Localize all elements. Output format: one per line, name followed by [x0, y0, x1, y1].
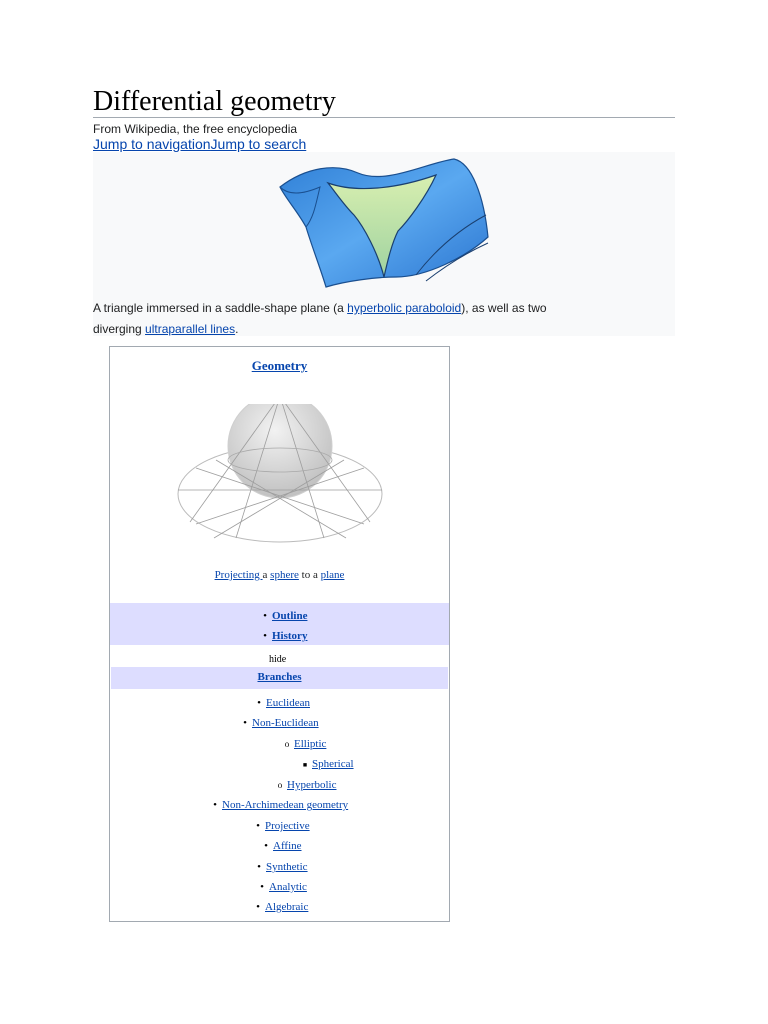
nav-item-history: • History	[263, 630, 308, 642]
branch-link-euclidean[interactable]: Euclidean	[266, 697, 310, 709]
ultraparallel-lines-link[interactable]: ultraparallel lines	[145, 322, 236, 336]
geometry-link[interactable]: Geometry	[251, 358, 308, 373]
square-bullet-icon: ■	[302, 761, 308, 769]
title-divider	[93, 117, 675, 118]
bullet-icon: •	[260, 881, 264, 893]
branch-item	[273, 779, 336, 791]
branch-item	[238, 717, 319, 729]
branch-link-non-euclidean[interactable]: Non-Euclidean	[252, 717, 319, 729]
branch-item	[259, 840, 302, 852]
branch-link-spherical[interactable]: Spherical	[312, 758, 354, 770]
branch-item	[251, 820, 310, 832]
page-title: Differential geometry	[93, 86, 336, 117]
projection-image[interactable]	[176, 404, 384, 544]
plane-link[interactable]: plane	[320, 569, 345, 581]
branch-link-projective[interactable]: Projective	[265, 820, 310, 832]
history-link[interactable]: History	[272, 630, 308, 642]
nav-item-outline: • Outline	[263, 610, 308, 622]
jump-to-search-link[interactable]: Jump to search	[210, 136, 307, 152]
bullet-icon: •	[257, 861, 261, 873]
branch-link-synthetic[interactable]: Synthetic	[266, 861, 308, 873]
infobox-caption: Projecting a sphere to a plane	[214, 569, 345, 581]
bullet-icon: •	[213, 799, 217, 811]
branch-link-non-archimedean[interactable]: Non-Archimedean geometry	[222, 799, 349, 811]
saddle-triangle-image[interactable]	[276, 157, 492, 293]
branches-link[interactable]: Branches	[257, 671, 302, 683]
bullet-icon: •	[256, 820, 260, 832]
figure-caption: A triangle immersed in a saddle-shape plane (a hyperbolic paraboloid), as well as two diverging ultraparallel lines.	[93, 301, 547, 336]
bullet-icon: •	[257, 697, 261, 709]
branch-item	[252, 697, 310, 709]
branch-item	[298, 758, 354, 770]
branch-link-elliptic[interactable]: Elliptic	[294, 738, 327, 750]
branch-item	[280, 738, 326, 750]
branch-item	[251, 901, 308, 913]
branch-item	[208, 799, 348, 811]
branch-link-hyperbolic[interactable]: Hyperbolic	[287, 779, 337, 791]
tagline: From Wikipedia, the free encyclopedia	[93, 122, 298, 136]
infobox-nav	[110, 603, 449, 645]
sphere-link[interactable]: sphere	[270, 569, 299, 581]
branch-link-affine[interactable]: Affine	[273, 840, 302, 852]
outline-link[interactable]: Outline	[272, 610, 308, 622]
circle-bullet-icon: o	[277, 780, 283, 790]
branches-header	[111, 667, 448, 689]
branch-link-analytic[interactable]: Analytic	[269, 881, 307, 893]
branch-item	[252, 861, 308, 873]
projecting-link[interactable]: Projecting	[214, 569, 263, 581]
branch-item	[255, 881, 307, 893]
geometry-infobox	[109, 346, 450, 922]
branch-link-algebraic[interactable]: Algebraic	[265, 901, 309, 913]
hyperbolic-paraboloid-link[interactable]: hyperbolic paraboloid	[347, 301, 462, 315]
bullet-icon: •	[256, 901, 260, 913]
hide-toggle[interactable]: hide	[269, 654, 287, 665]
lead-figure	[93, 152, 675, 336]
jump-links	[93, 136, 306, 152]
jump-to-navigation-link[interactable]: Jump to navigation	[93, 136, 211, 152]
bullet-icon: •	[264, 840, 268, 852]
bullet-icon: •	[243, 717, 247, 729]
circle-bullet-icon: o	[284, 739, 290, 749]
